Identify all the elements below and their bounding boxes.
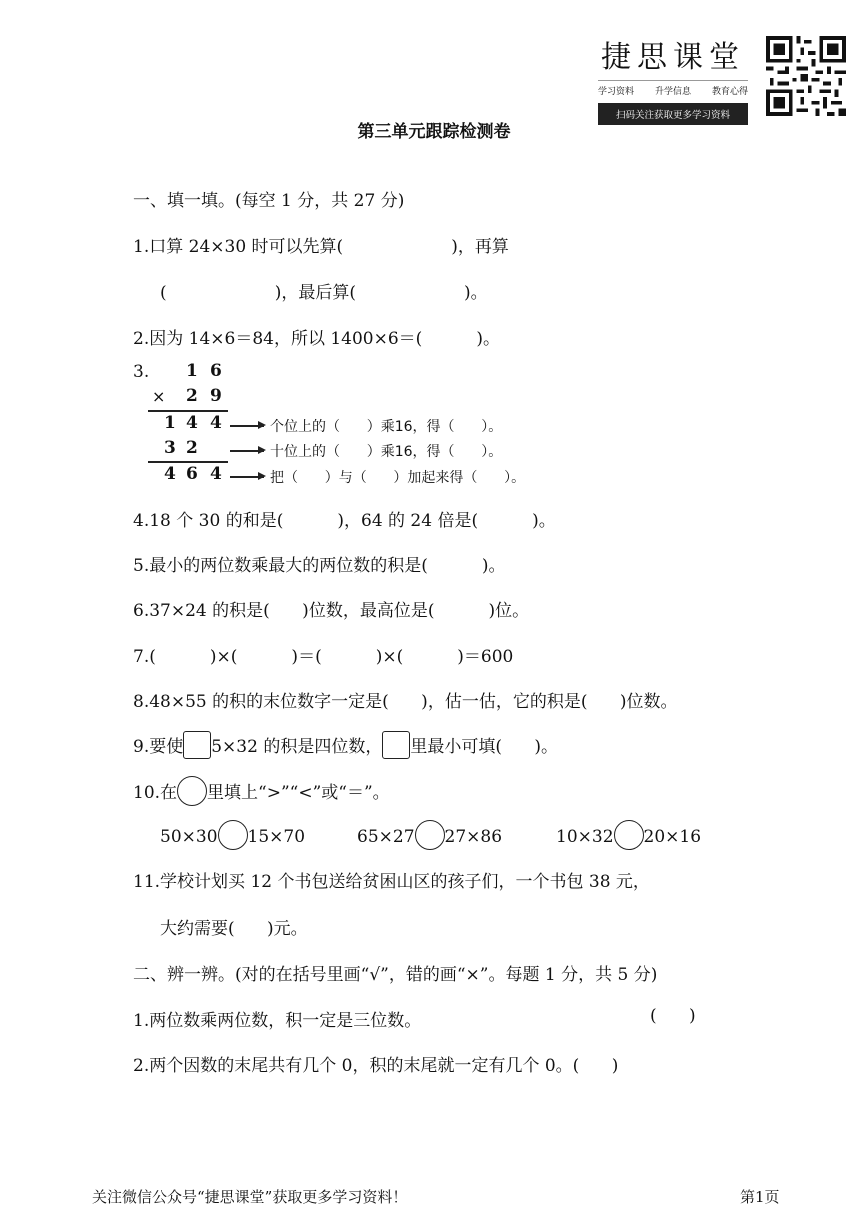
question-9-text: 5×32 的积是四位数， [211,737,383,757]
digit: 1 [164,413,176,433]
answer-box-icon [382,731,410,759]
compare-right: 27×86 [444,827,503,847]
question-9 [133,731,558,759]
question-10-text: 里填上“>”“<”或“＝”。 [207,783,390,803]
question-3-note: 十位上的（ ）乘16，得（ ）。 [270,444,503,460]
answer-circle-icon [415,820,445,850]
answer-circle-icon [218,820,248,850]
question-1-line2: ( )，最后算( )。 [160,283,488,303]
digit: 2 [186,438,198,458]
question-3-number: 3. [133,362,150,382]
question-3-note: 把（ ）与（ ）加起来得（ ）。 [270,470,526,486]
question-10-text: 10.在 [133,783,178,803]
question-10 [133,776,390,806]
digit: 4 [210,464,222,484]
brand-name: 捷思课堂 [601,40,745,75]
question-4: 4.18 个 30 的和是( )，64 的 24 倍是( )。 [133,511,556,531]
question-9-text: 里最小可填( )。 [410,737,559,757]
digit: 2 [186,386,198,406]
compare-left: 65×27 [357,827,415,847]
judge-question-2: 2.两个因数的末尾共有几个 0，积的末尾就一定有几个 0。( ) [133,1056,619,1076]
digit: 6 [210,361,222,381]
arrow-right-icon [230,476,264,478]
answer-circle-icon [614,820,644,850]
brand-logo [598,32,748,125]
digit: 9 [210,386,222,406]
arrow-right-icon [230,425,264,427]
question-2: 2.因为 14×6＝84，所以 1400×6＝( )。 [133,329,500,349]
footer-note: 关注微信公众号“捷思课堂”获取更多学习资料！ [92,1188,408,1206]
judge-answer-paren: ( ) [650,1006,696,1026]
compare-item [357,820,502,850]
arrow-right-icon [230,450,264,452]
compare-right: 15×70 [247,827,306,847]
question-3-note: 个位上的（ ）乘16，得（ ）。 [270,419,503,435]
brand-tags [598,80,748,97]
compare-item [160,820,305,850]
question-1-line1: 1.口算 24×30 时可以先算( )，再算 [133,237,509,257]
digit: 4 [164,464,176,484]
brand-tag: 学习资料 [598,87,635,97]
answer-box-icon [183,731,211,759]
question-11-line2: 大约需要( )元。 [160,919,308,939]
question-7: 7.( )×( )＝( )×( )＝600 [133,647,514,667]
digit: 3 [164,438,176,458]
compare-left: 10×32 [556,827,614,847]
page-number: 第1页 [740,1188,780,1206]
section1-heading: 一、填一填。(每空 1 分，共 27 分) [133,191,405,211]
digit: 1 [186,361,198,381]
compare-left: 50×30 [160,827,218,847]
times-sign: × [152,387,166,406]
divider-line [148,461,228,463]
question-11-line1: 11.学校计划买 12 个书包送给贫困山区的孩子们，一个书包 38 元， [133,872,650,892]
compare-item [556,820,701,850]
digit: 4 [210,413,222,433]
qr-code-icon [766,36,846,116]
section2-heading: 二、辨一辨。(对的在括号里画“√”，错的画“×”。每题 1 分，共 5 分) [133,965,658,985]
question-8: 8.48×55 的积的末位数字一定是( )，估一估，它的积是( )位数。 [133,692,678,712]
digit: 4 [186,413,198,433]
brand-cta: 扫码关注获取更多学习资料 [598,103,748,125]
compare-right: 20×16 [643,827,702,847]
question-5: 5.最小的两位数乘最大的两位数的积是( )。 [133,556,506,576]
question-9-text: 9.要使 [133,737,184,757]
question-6: 6.37×24 的积是( )位数，最高位是( )位。 [133,601,530,621]
brand-tag: 升学信息 [654,87,691,97]
brand-tag: 教育心得 [711,87,748,97]
page-title: 第三单元跟踪检测卷 [357,122,511,142]
judge-question-1: 1.两位数乘两位数，积一定是三位数。 [133,1011,422,1031]
answer-circle-icon [177,776,207,806]
divider-line [148,410,228,412]
digit: 6 [186,464,198,484]
